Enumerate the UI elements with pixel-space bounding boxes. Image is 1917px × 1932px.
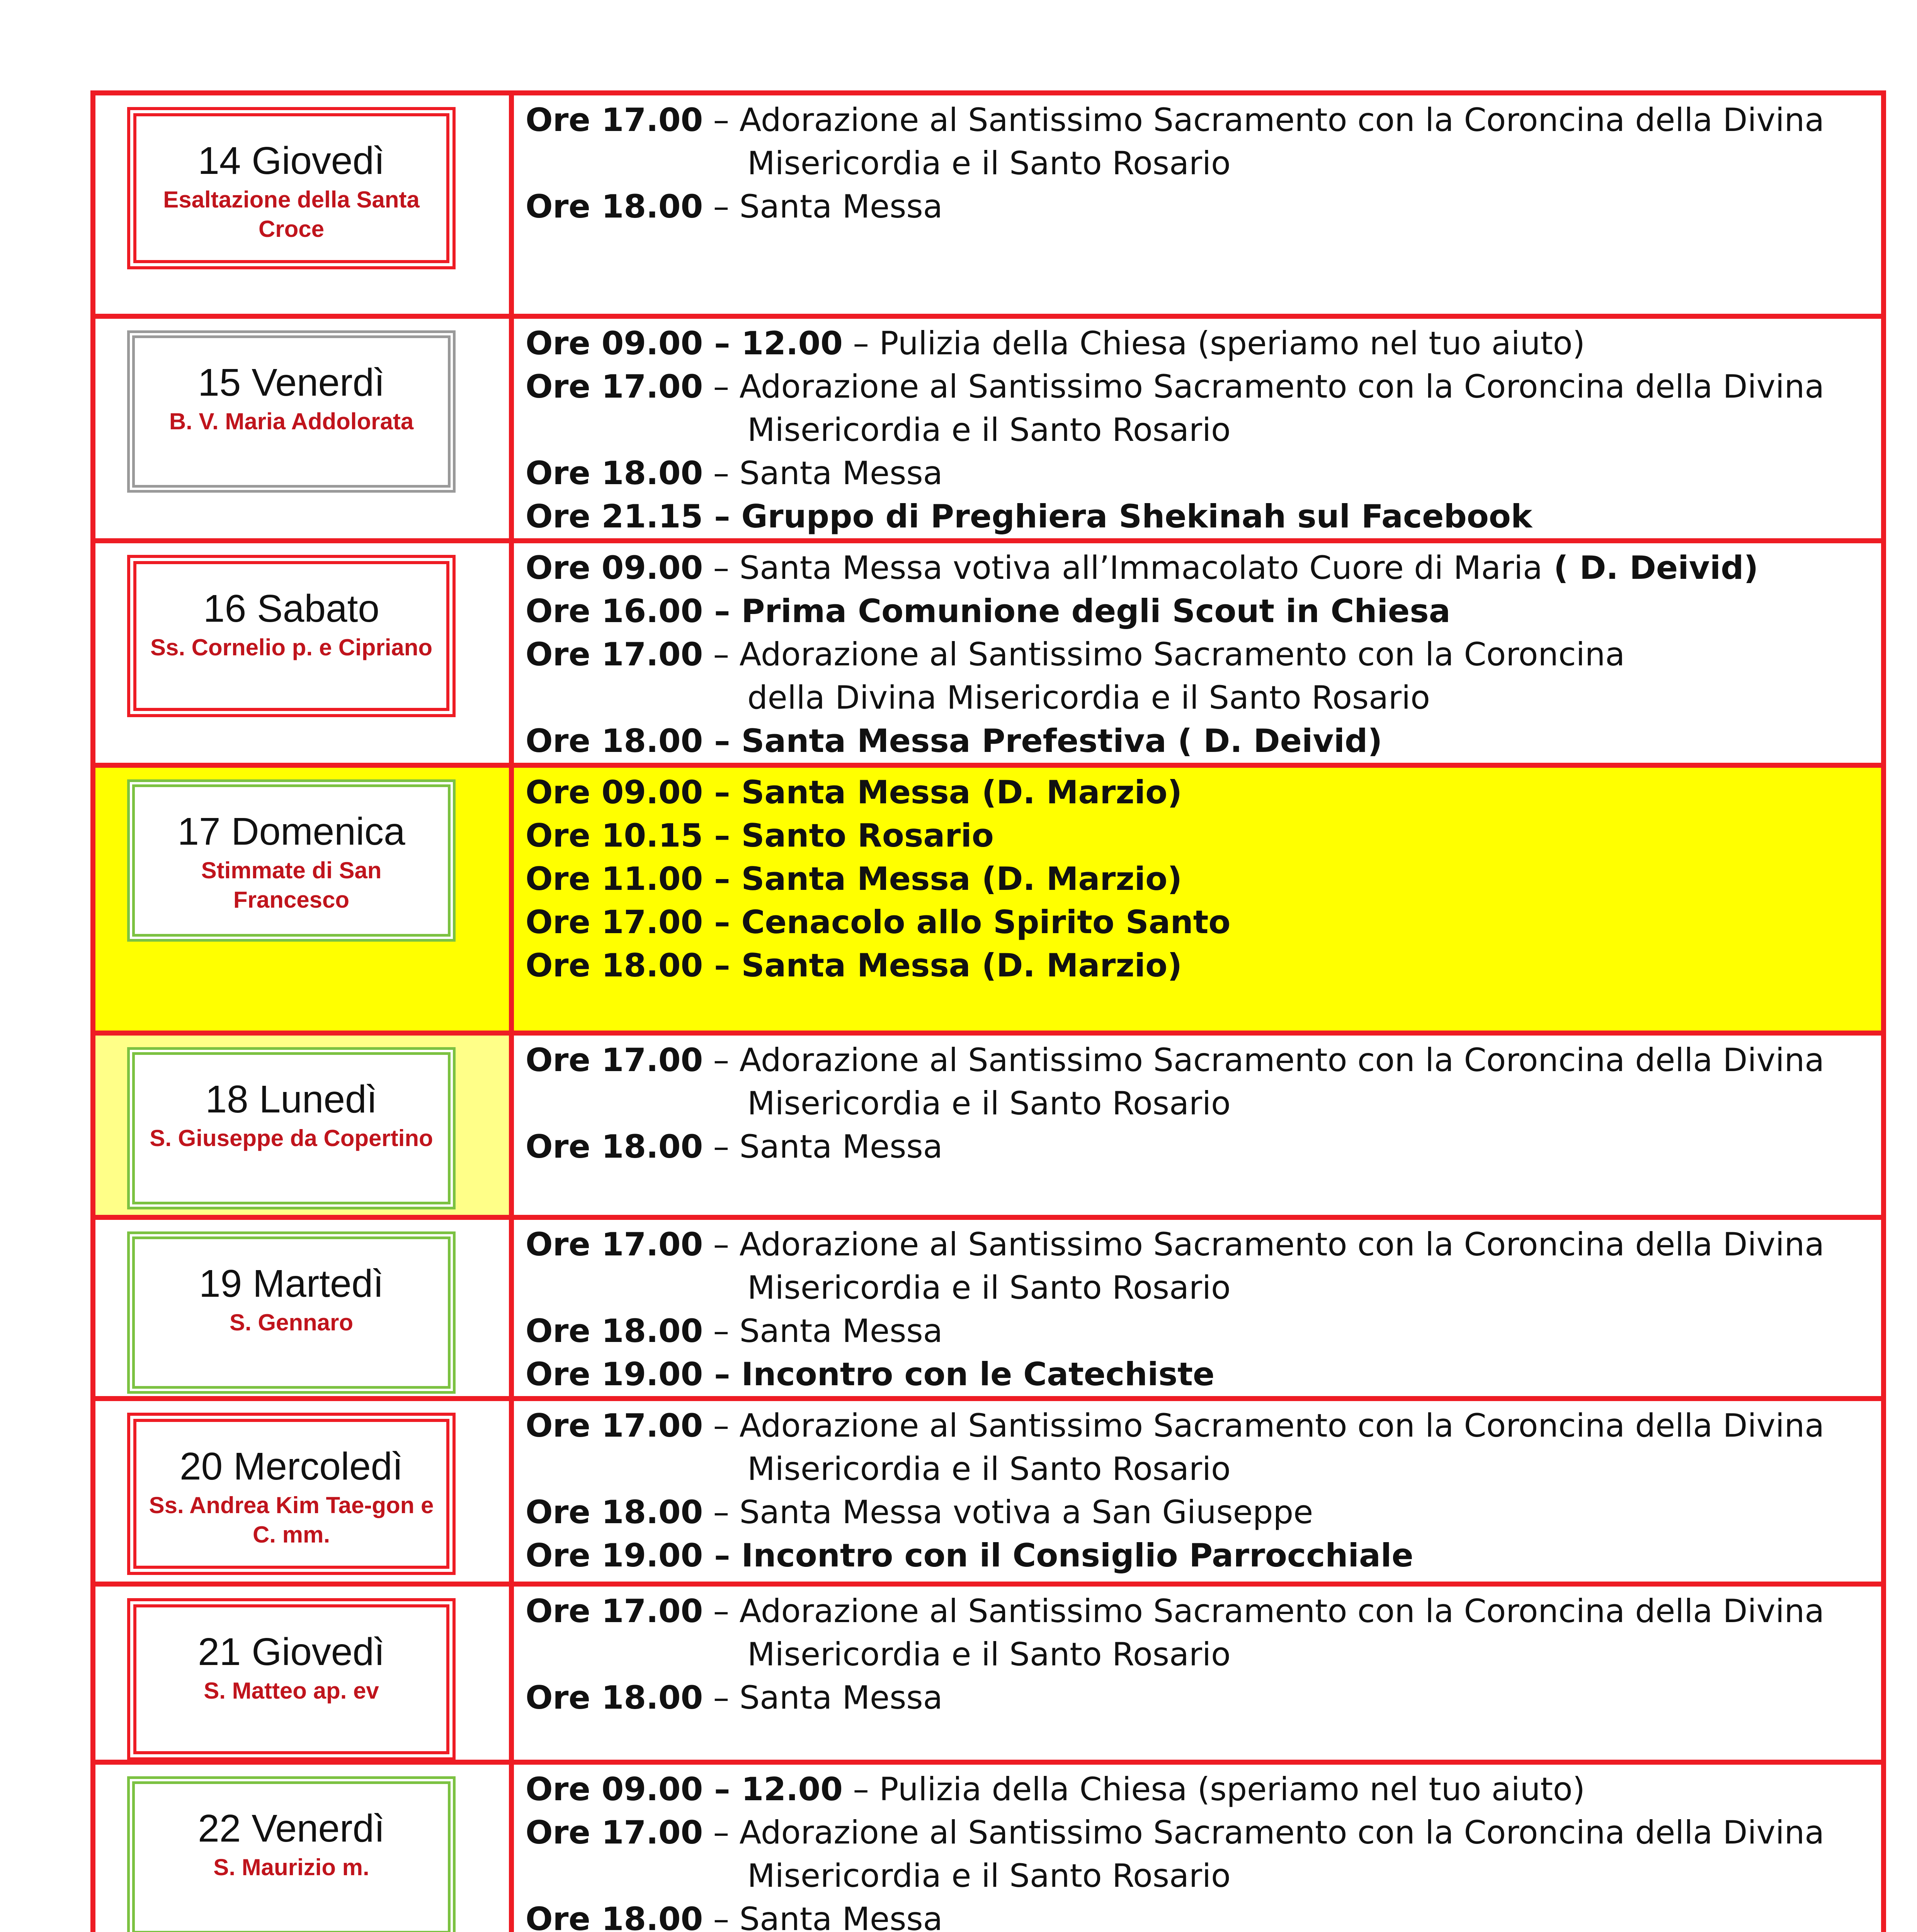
- event-text: Pulizia della Chiesa (speriamo nel tuo aiuto): [879, 1770, 1585, 1808]
- event-text: Adorazione al Santissimo Sacramento con la Coroncina della Divina: [739, 1041, 1825, 1079]
- event-line: [526, 1125, 1881, 1168]
- event-separator: –: [703, 1814, 740, 1851]
- events-cell: [512, 1584, 1884, 1762]
- day-title: [199, 1262, 384, 1305]
- event-text: Santa Messa (D. Marzio): [741, 774, 1182, 811]
- event-time: Ore 10.15: [526, 817, 703, 854]
- day-saint: S. Maurizio m.: [213, 1854, 369, 1880]
- event-line: [526, 322, 1881, 365]
- day-name: Domenica: [231, 810, 405, 853]
- events-cell: [512, 1399, 1884, 1584]
- event-text: Adorazione al Santissimo Sacramento con la Coroncina della Divina: [739, 101, 1825, 139]
- event-continuation: Misericordia e il Santo Rosario: [747, 1085, 1231, 1122]
- event-line: [526, 590, 1881, 633]
- event-time: Ore 19.00: [526, 1355, 703, 1393]
- event-time: Ore 09.00 – 12.00: [526, 1770, 843, 1808]
- day-number: 18: [205, 1078, 248, 1121]
- event-time: Ore 17.00: [526, 368, 703, 405]
- event-continuation: della Divina Misericordia e il Santo Rosario: [747, 679, 1430, 716]
- event-separator: –: [703, 636, 740, 673]
- day-saint: S. Gennaro: [229, 1310, 354, 1335]
- day-number: 14: [198, 139, 241, 182]
- event-line: [526, 452, 1881, 495]
- day-number: 19: [199, 1262, 242, 1305]
- event-time: Ore 18.00: [526, 1679, 703, 1716]
- event-line: [526, 1590, 1881, 1633]
- day-saint: B. V. Maria Addolorata: [169, 408, 414, 434]
- event-continuation: Misericordia e il Santo Rosario: [747, 1450, 1231, 1488]
- event-separator: –: [703, 774, 742, 811]
- day-title: [177, 810, 405, 853]
- day-cell: [93, 765, 512, 1033]
- event-text: Santa Messa votiva all’Immacolato Cuore di Maria: [739, 549, 1543, 587]
- event-time: Ore 17.00: [526, 636, 703, 673]
- day-saint: S. Giuseppe da Copertino: [150, 1125, 433, 1151]
- event-list: [514, 319, 1881, 538]
- event-text: Adorazione al Santissimo Sacramento con la Coroncina della Divina: [739, 1226, 1825, 1263]
- event-time: Ore 21.15: [526, 498, 703, 535]
- event-list: [514, 1401, 1881, 1577]
- day-label-box: [127, 107, 456, 269]
- event-separator: –: [703, 1679, 740, 1716]
- events-cell: [512, 765, 1884, 1033]
- events-cell: [512, 1762, 1884, 1932]
- event-line: [526, 546, 1881, 590]
- event-list: [514, 768, 1881, 987]
- event-time: Ore 18.00: [526, 454, 703, 492]
- day-cell: [93, 1033, 512, 1218]
- event-line: [526, 771, 1881, 814]
- event-time: Ore 17.00: [526, 101, 703, 139]
- event-time: Ore 17.00: [526, 1407, 703, 1444]
- event-time: Ore 09.00: [526, 774, 703, 811]
- event-separator: –: [703, 1592, 740, 1630]
- event-time: Ore 17.00: [526, 1226, 703, 1263]
- event-line: [526, 1676, 1881, 1719]
- event-text: Santa Messa (D. Marzio): [741, 947, 1182, 984]
- event-text: Gruppo di Preghiera Shekinah sul Facebook: [741, 498, 1533, 535]
- event-line: [526, 1223, 1881, 1266]
- day-title: [198, 139, 385, 182]
- events-cell: [512, 541, 1884, 765]
- day-label-box: [127, 555, 456, 717]
- event-text: Santa Messa Prefestiva ( D. Deivid): [741, 722, 1383, 760]
- day-label-box: [127, 779, 456, 942]
- event-line: [526, 1491, 1881, 1534]
- day-row: [93, 1584, 1884, 1762]
- event-separator: –: [703, 1900, 740, 1932]
- event-line: [526, 814, 1881, 857]
- day-saint: Ss. Andrea Kim Tae-gon e C. mm.: [149, 1492, 434, 1548]
- day-number: 21: [198, 1630, 241, 1673]
- event-separator: –: [703, 903, 742, 941]
- event-time: Ore 16.00: [526, 592, 703, 630]
- day-label-box: [127, 1776, 456, 1932]
- event-line: [526, 495, 1881, 538]
- event-separator: –: [703, 498, 742, 535]
- event-continuation: Misericordia e il Santo Rosario: [747, 1269, 1231, 1306]
- event-text: Adorazione al Santissimo Sacramento con la Coroncina della Divina: [739, 1407, 1825, 1444]
- event-separator: –: [703, 101, 740, 139]
- event-text: Adorazione al Santissimo Sacramento con la Coroncina della Divina: [739, 1814, 1825, 1851]
- event-text: Adorazione al Santissimo Sacramento con la Coroncina: [739, 636, 1625, 673]
- event-time: Ore 18.00: [526, 1493, 703, 1531]
- event-separator: –: [703, 454, 740, 492]
- events-cell: [512, 1218, 1884, 1399]
- day-name: Mercoledì: [233, 1445, 403, 1488]
- event-time: Ore 18.00: [526, 188, 703, 225]
- day-name: Lunedì: [259, 1078, 378, 1121]
- day-cell: [93, 316, 512, 541]
- day-saint: Stimmate di San Francesco: [201, 857, 382, 913]
- event-text: Santo Rosario: [741, 817, 994, 854]
- event-line: [526, 1898, 1881, 1932]
- event-text: Santa Messa: [739, 1312, 943, 1350]
- event-list: [514, 1220, 1881, 1396]
- event-line: [526, 1310, 1881, 1353]
- event-list: [514, 95, 1881, 228]
- event-separator: –: [703, 368, 740, 405]
- day-title: [198, 1631, 385, 1673]
- event-separator: –: [843, 325, 879, 362]
- event-continuation: Misericordia e il Santo Rosario: [747, 145, 1231, 182]
- day-cell: [93, 1399, 512, 1584]
- day-row: [93, 1399, 1884, 1584]
- day-row: [93, 1762, 1884, 1932]
- event-list: [514, 543, 1881, 763]
- day-row: [93, 1033, 1884, 1218]
- event-time: Ore 18.00: [526, 1312, 703, 1350]
- event-text: Santa Messa: [739, 1679, 943, 1716]
- schedule-body: [93, 93, 1884, 1932]
- event-text: Cenacolo allo Spirito Santo: [741, 903, 1231, 941]
- event-separator: –: [703, 188, 740, 225]
- event-line: [526, 1534, 1881, 1577]
- day-title: [206, 1078, 378, 1121]
- day-cell: [93, 541, 512, 765]
- day-name: Giovedì: [252, 139, 385, 182]
- event-list: [514, 1765, 1881, 1932]
- event-time: Ore 18.00: [526, 947, 703, 984]
- day-saint: S. Matteo ap. ev: [204, 1678, 379, 1704]
- day-name: Giovedì: [252, 1630, 385, 1673]
- day-cell: [93, 1218, 512, 1399]
- event-text: Incontro con il Consiglio Parrocchiale: [741, 1537, 1414, 1574]
- event-list: [514, 1587, 1881, 1719]
- weekly-schedule-table: [90, 90, 1886, 1932]
- day-title: [180, 1445, 403, 1488]
- event-time: Ore 17.00: [526, 1814, 703, 1851]
- day-label-box: [127, 1413, 456, 1575]
- event-time: Ore 09.00: [526, 549, 703, 587]
- event-separator: –: [703, 1128, 740, 1165]
- event-line: [526, 1353, 1881, 1396]
- event-separator: –: [703, 549, 740, 587]
- event-line: [526, 944, 1881, 987]
- event-time: Ore 19.00: [526, 1537, 703, 1574]
- day-row: [93, 316, 1884, 541]
- event-text: Adorazione al Santissimo Sacramento con la Coroncina della Divina: [739, 368, 1825, 405]
- day-cell: [93, 93, 512, 316]
- event-line: [526, 719, 1881, 763]
- event-line: [526, 1404, 1881, 1447]
- day-row: [93, 93, 1884, 316]
- event-text: Pulizia della Chiesa (speriamo nel tuo aiuto): [879, 325, 1585, 362]
- events-cell: [512, 1033, 1884, 1218]
- event-separator: –: [703, 817, 742, 854]
- event-separator: –: [703, 860, 742, 898]
- day-title: [198, 1807, 385, 1850]
- day-name: Sabato: [257, 587, 379, 630]
- event-separator: –: [703, 947, 742, 984]
- event-separator: –: [703, 722, 742, 760]
- event-separator: –: [703, 1355, 742, 1393]
- day-number: 17: [177, 810, 221, 853]
- event-time: Ore 18.00: [526, 1900, 703, 1932]
- day-title: [198, 361, 385, 404]
- event-line: [526, 1768, 1881, 1811]
- event-line: [526, 1039, 1881, 1082]
- event-text: Prima Comunione degli Scout in Chiesa: [741, 592, 1451, 630]
- event-text: Santa Messa: [739, 1128, 943, 1165]
- event-line: [526, 857, 1881, 901]
- day-number: 20: [179, 1445, 223, 1488]
- day-name: Venerdì: [252, 1807, 385, 1850]
- event-text: Santa Messa: [739, 454, 943, 492]
- event-continuation: Misericordia e il Santo Rosario: [747, 1857, 1231, 1895]
- day-saint: Ss. Cornelio p. e Cipriano: [150, 634, 433, 660]
- events-cell: [512, 93, 1884, 316]
- event-time: Ore 17.00: [526, 1041, 703, 1079]
- event-line: [526, 901, 1881, 944]
- event-time: Ore 17.00: [526, 1592, 703, 1630]
- event-list: [514, 1036, 1881, 1168]
- day-title: [203, 587, 379, 630]
- day-row: [93, 541, 1884, 765]
- day-number: 15: [198, 361, 241, 404]
- day-cell: [93, 1584, 512, 1762]
- day-number: 22: [198, 1807, 241, 1850]
- event-separator: –: [703, 592, 742, 630]
- events-cell: [512, 316, 1884, 541]
- day-name: Martedì: [253, 1262, 384, 1305]
- day-name: Venerdì: [252, 361, 385, 404]
- event-text: Santa Messa votiva a San Giuseppe: [739, 1493, 1313, 1531]
- day-label-box: [127, 1231, 456, 1394]
- event-line: [526, 365, 1881, 408]
- event-time: Ore 17.00: [526, 903, 703, 941]
- event-separator: –: [703, 1493, 740, 1531]
- event-time: Ore 18.00: [526, 722, 703, 760]
- event-line: [526, 99, 1881, 142]
- day-label-box: [127, 1598, 456, 1760]
- event-text: Santa Messa (D. Marzio): [741, 860, 1182, 898]
- event-text: Adorazione al Santissimo Sacramento con la Coroncina della Divina: [739, 1592, 1825, 1630]
- event-time: Ore 09.00 – 12.00: [526, 325, 843, 362]
- event-separator: –: [703, 1537, 742, 1574]
- event-continuation: Misericordia e il Santo Rosario: [747, 411, 1231, 449]
- event-line: [526, 633, 1881, 676]
- day-row: [93, 1218, 1884, 1399]
- event-celebrant: ( D. Deivid): [1542, 549, 1759, 587]
- event-time: Ore 18.00: [526, 1128, 703, 1165]
- day-cell: [93, 1762, 512, 1932]
- event-separator: –: [703, 1226, 740, 1263]
- event-text: Santa Messa: [739, 188, 943, 225]
- event-line: [526, 1811, 1881, 1854]
- event-text: Incontro con le Catechiste: [741, 1355, 1215, 1393]
- day-number: 16: [203, 587, 247, 630]
- event-time: Ore 11.00: [526, 860, 703, 898]
- event-text: Santa Messa: [739, 1900, 943, 1932]
- event-separator: –: [703, 1407, 740, 1444]
- day-label-box: [127, 1047, 456, 1209]
- event-line: [526, 185, 1881, 228]
- day-label-box: [127, 330, 456, 493]
- event-separator: –: [703, 1312, 740, 1350]
- day-saint: Esaltazione della Santa Croce: [163, 187, 420, 242]
- day-row: [93, 765, 1884, 1033]
- event-separator: –: [703, 1041, 740, 1079]
- event-separator: –: [843, 1770, 879, 1808]
- event-continuation: Misericordia e il Santo Rosario: [747, 1636, 1231, 1673]
